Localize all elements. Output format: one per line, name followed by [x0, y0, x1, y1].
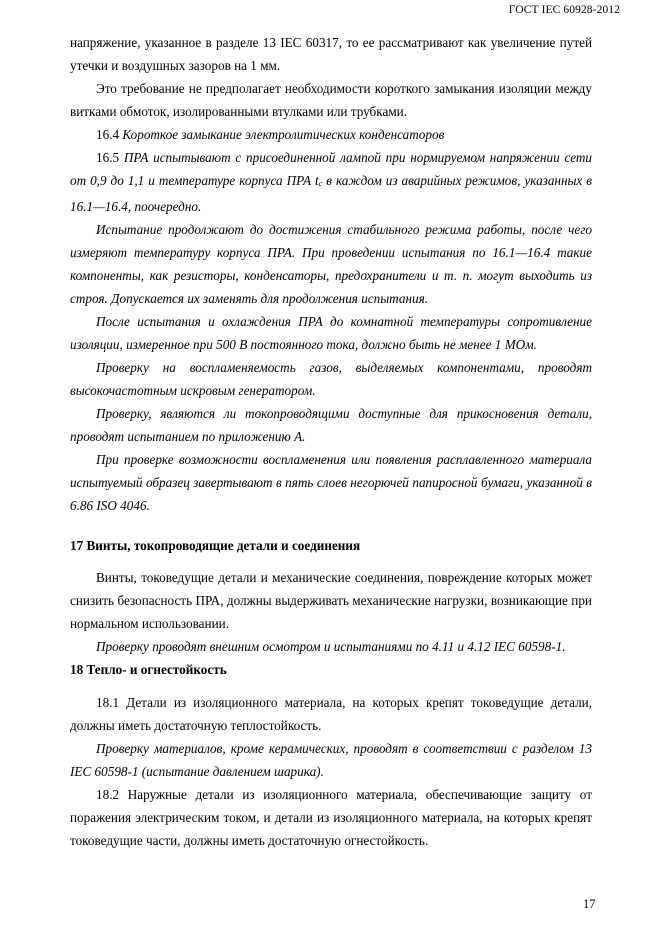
paragraph: Проверку проводят внешним осмотром и испытаниями по 4.11 и 4.12 IEC 60598-1.	[96, 639, 566, 654]
section-heading-18: 18 Тепло- и огнестойкость	[70, 662, 227, 677]
page-number: 17	[583, 897, 596, 911]
paragraph: Проверку на воспламеняемость газов, выделяемых компонентами, проводят высокочастотным искровым генератором.	[70, 360, 592, 398]
clause-number: 16.5	[96, 150, 120, 165]
clause-16-4	[70, 123, 592, 146]
paragraph: 18.2 Наружные детали из изоляционного материала, обеспечивающие защиту от поражения электрическим током, и детали из изоляционного материала, на которых крепят токоведущие части, должны иметь достаточную огнестойкость.	[70, 787, 592, 848]
clause-16-5	[70, 146, 592, 218]
paragraph: напряжение, указанное в разделе 13 IEC 60317, то ее рассматривают как увеличение путей утечки и воздушных зазоров на 1 мм.	[70, 35, 592, 73]
paragraph: Это требование не предполагает необходимости короткого замыкания изоляции между витками обмоток, изолированными втулками или трубками.	[70, 81, 592, 119]
subscript-c: c	[318, 179, 323, 188]
paragraph: При проверке возможности воспламенения или появления расплавленного материала испытуемый образец завертывают в пять слоев негорючей папиросной бумаги, указанной в 6.86 ISO 4046.	[70, 452, 592, 513]
clause-text-a: ПРА испытывают с присоединенной лампой при нормируемом напряжении сети от 0,9 до 1,1 и температуре корпуса ПРА t	[70, 150, 592, 188]
paragraph: Испытание продолжают до достижения стабильного режима работы, после чего измеряют температуру корпуса ПРА. При проведении испытания по 16.1—16.4 такие компоненты, как резисторы, конденсаторы, предохранители и т. п. могут выходить из строя. Допускается их заменять для продолжения испытания.	[70, 222, 592, 306]
section-heading-17: 17 Винты, токопроводящие детали и соединения	[70, 538, 361, 553]
clause-title: Короткое замыкание электролитических конденсаторов	[122, 127, 445, 142]
paragraph: Проверку, являются ли токопроводящими доступные для прикосновения детали, проводят испытанием по приложению А.	[70, 406, 592, 444]
paragraph: Проверку материалов, кроме керамических, проводят в соответствии с разделом 13 IEC 60598-1 (испытание давлением шарика).	[70, 741, 592, 779]
clause-text-b: в каждом из аварийных режимов, указанных в 16.1—16.4, поочередно.	[70, 173, 592, 214]
clause-number: 16.4	[96, 127, 120, 142]
paragraph: После испытания и охлаждения ПРА до комнатной температуры сопротивление изоляции, измеренное при 500 В постоянного тока, должно быть не менее 1 МОм.	[70, 314, 592, 352]
document-body	[70, 31, 592, 852]
paragraph: 18.1 Детали из изоляционного материала, на которых крепят токоведущие детали, должны иметь достаточную теплостойкость.	[70, 695, 592, 733]
document-header: ГОСТ IEC 60928-2012	[508, 4, 620, 16]
paragraph: Винты, токоведущие детали и механические соединения, повреждение которых может снизить безопасность ПРА, должны выдерживать механические нагрузки, возникающие при нормальном использовании.	[70, 570, 592, 631]
